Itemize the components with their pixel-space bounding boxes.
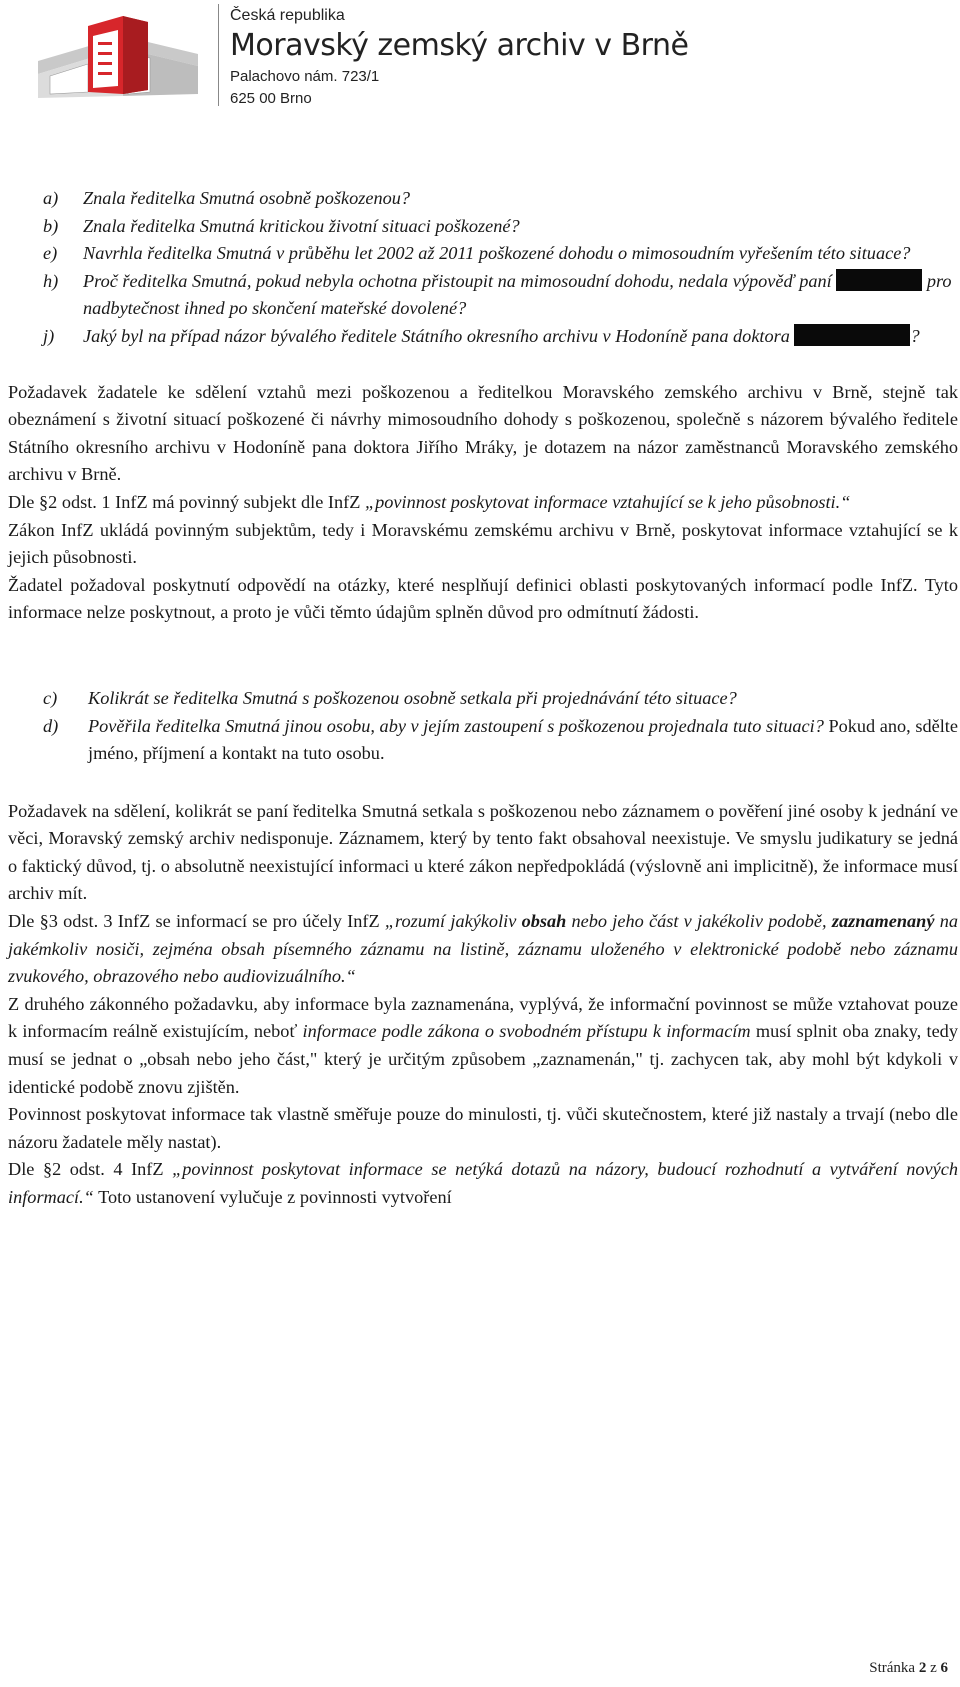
header-organization: Moravský zemský archiv v Brně <box>230 28 689 63</box>
list-item: h) Proč ředitelka Smutná, pokud nebyla ochotna přistoupit na mimosoudní dohodu, nedala výpověď paní pro nadbytečnost ihned po skončení mateřské dovolené? <box>43 270 952 319</box>
list-item: j) Jaký byl na případ názor bývalého ředitele Státního okresního archivu v Hodoníně pana doktora ? <box>43 325 920 346</box>
response-paragraph: Dle §2 odst. 4 InfZ „povinnost poskytovat informace se netýká dotazů na názory, budoucí rozhodnutí a vytváření nových informací.“ Toto ustanovení vylučuje z povinnosti vytvoření <box>8 1159 958 1207</box>
response-paragraph: Povinnost poskytovat informace tak vlastně směřuje pouze do minulosti, tj. vůči skutečnostem, které již nastaly a trvají (nebo dle názoru žadatele měly nastat). <box>8 1104 958 1152</box>
page-number: Stránka 2 z 6 <box>869 1660 948 1676</box>
redaction-box <box>836 269 922 291</box>
response-paragraph: Dle §2 odst. 1 InfZ má povinný subjekt dle InfZ „povinnost poskytovat informace vztahující se k jeho působnosti.“ <box>8 491 851 512</box>
archive-building-logo <box>28 6 208 101</box>
question-list-2 <box>8 685 958 768</box>
response-paragraph: Požadavek žadatele ke sdělení vztahů mezi poškozenou a ředitelkou Moravského zemského archivu v Brně, stejně tak obeznámení s životní situací poškozené či návrhy mimosoudního dohody s poškozenou, společně s názorem bývalého ředitele Státního okresního archivu v Hodoníně pana doktora Jiřího Mráky, je dotazem na názor zaměstnanců Moravského zemského archivu v Brně. <box>8 381 958 485</box>
document-body <box>8 185 958 1212</box>
response-paragraph: Zákon InfZ ukládá povinným subjektům, tedy i Moravskému zemskému archivu v Brně, poskytovat informace vztahující se k jejich působnosti. <box>8 519 958 568</box>
header-address-line2: 625 00 Brno <box>230 90 312 107</box>
header-text <box>230 6 688 110</box>
response-paragraph: Z druhého zákonného požadavku, aby informace byla zaznamenána, vyplývá, že informační povinnost se může vztahovat pouze k informacím reálně existujícím, neboť informace podle zákona o svobodném přístupu k informacím musí splnit oba znaky, tedy musí se jednat o „obsah nebo jeho část," který je určitým způsobem „zaznamenán," tj. zachycen tak, aby mohl být kdykoli v identické podobě znovu zjištěn. <box>8 993 958 1097</box>
header-divider <box>218 4 219 106</box>
header-country: Česká republika <box>230 7 345 24</box>
redaction-box <box>794 324 910 346</box>
response-paragraph: Dle §3 odst. 3 InfZ se informací se pro účely InfZ „rozumí jakýkoliv obsah nebo jeho část v jakékoliv podobě, zaznamenaný na jakémkoliv nosiči, zejména obsah písemného záznamu na listině, záznamu uloženého v elektronické podobě nebo záznamu zvukového, obrazového nebo audiovizuálního.“ <box>8 911 958 987</box>
letterhead <box>0 0 960 120</box>
header-address-line1: Palachovo nám. 723/1 <box>230 68 380 85</box>
list-item: c) Kolikrát se ředitelka Smutná s poškozenou osobně setkala při projednávání této situace? <box>43 687 737 708</box>
list-item: e) Navrhla ředitelka Smutná v průběhu let 2002 až 2011 poškozené dohodu o mimosoudním vyřešením této situace? <box>43 243 911 264</box>
list-item: d) Pověřila ředitelka Smutná jinou osobu, aby v jejím zastoupení s poškozenou projednala tuto situaci? Pokud ano, sdělte jméno, příjmení a kontakt na tuto osobu. <box>43 715 958 764</box>
list-item: a) Znala ředitelka Smutná osobně poškozenou? <box>43 188 411 208</box>
response-paragraph: Požadavek na sdělení, kolikrát se paní ředitelka Smutná setkala s poškozenou nebo záznamem o pověření jiné osoby k jednání ve věci, Moravský zemský archiv nedisponuje. Záznamem, který by tento fakt obsahoval neexistuje. Ve smyslu judikatury se jedná o faktický důvod, tj. o absolutně neexistující informaci u které zákon nepředpokládá (výslovně ani implicitně), že informace musí archiv mít. <box>8 800 958 904</box>
list-item: b) Znala ředitelka Smutná kritickou životní situaci poškozené? <box>43 215 520 236</box>
response-paragraph: Žadatel požadoval poskytnutí odpovědí na otázky, které nesplňují definici oblasti poskytovaných informací podle InfZ. Tyto informace nelze poskytnout, a proto je vůči těmto údajům splněn důvod pro odmítnutí žádosti. <box>8 574 958 623</box>
question-list-1 <box>8 185 958 351</box>
